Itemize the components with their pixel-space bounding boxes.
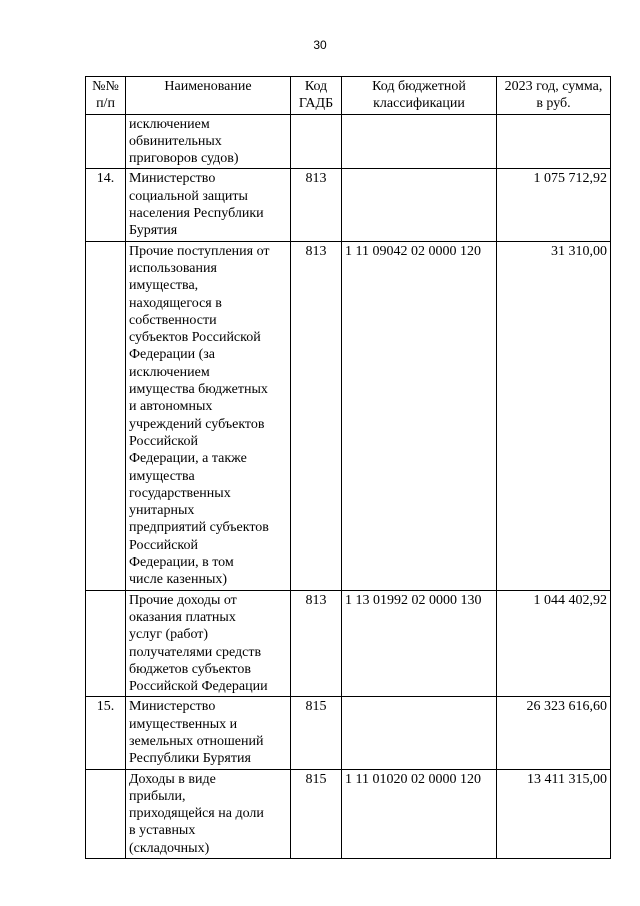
row-gadb-code: 815	[291, 769, 342, 858]
row-name-line: предприятий субъектов	[129, 520, 269, 536]
row-name-line: обвинительных	[129, 133, 222, 149]
budget-table	[85, 76, 611, 859]
row-number: 14.	[86, 169, 126, 241]
row-name-line: приходящейся на доли	[129, 806, 264, 822]
header-sum: 2023 год, сумма, в руб.	[497, 77, 611, 115]
table-row	[86, 169, 611, 241]
row-number: 15.	[86, 697, 126, 769]
row-name-line: получателями средств	[129, 644, 262, 660]
row-gadb-code: 813	[291, 169, 342, 241]
row-kbk-code: 1 11 09042 02 0000 120	[342, 241, 497, 590]
row-name-line: приговоров судов)	[129, 151, 239, 167]
row-name-line: в уставных	[129, 823, 196, 839]
row-name-line: земельных отношений	[129, 733, 264, 749]
row-name-line: исключением	[129, 116, 210, 132]
row-name-line: Федерации, а также	[129, 451, 247, 467]
row-kbk-code	[342, 697, 497, 769]
row-name-line: учреждений субъектов	[129, 416, 265, 432]
row-name-line: находящегося в	[129, 295, 222, 311]
row-name-line: собственности	[129, 312, 217, 328]
row-name-line: исключением	[129, 364, 210, 380]
table-row	[86, 114, 611, 169]
row-gadb-code	[291, 114, 342, 169]
row-gadb-code: 813	[291, 241, 342, 590]
row-name	[126, 169, 291, 241]
header-gadb: Код ГАДБ	[291, 77, 342, 115]
row-name	[126, 241, 291, 590]
row-name-line: Федерации (за	[129, 347, 216, 363]
header-name: Наименование	[126, 77, 291, 115]
row-kbk-code: 1 13 01992 02 0000 130	[342, 590, 497, 697]
row-sum: 1 075 712,92	[497, 169, 611, 241]
row-name-line: социальной защиты	[129, 188, 248, 204]
row-name-line: имущественных и	[129, 716, 238, 732]
row-name-line: Доходы в виде	[129, 771, 216, 787]
row-name-line: Российской	[129, 537, 198, 553]
row-name-line: Прочие доходы от	[129, 592, 237, 608]
table-row	[86, 697, 611, 769]
row-name-line: унитарных	[129, 503, 195, 519]
row-name-line: имущества,	[129, 278, 199, 294]
table-row	[86, 590, 611, 697]
row-sum: 13 411 315,00	[497, 769, 611, 858]
row-name-line: Министерство	[129, 699, 216, 715]
row-name-line: Российской	[129, 433, 198, 449]
row-name-line: и автономных	[129, 399, 213, 415]
row-sum: 31 310,00	[497, 241, 611, 590]
row-gadb-code: 815	[291, 697, 342, 769]
row-name-line: Прочие поступления от	[129, 243, 270, 259]
table-row	[86, 241, 611, 590]
row-name-line: имущества бюджетных	[129, 382, 268, 398]
table-body	[86, 114, 611, 858]
row-name-line: государственных	[129, 485, 231, 501]
page-number: 30	[313, 38, 327, 52]
row-number	[86, 590, 126, 697]
row-name	[126, 769, 291, 858]
header-num: №№ п/п	[86, 77, 126, 115]
row-name-line: числе казенных)	[129, 572, 228, 588]
row-name	[126, 590, 291, 697]
row-name-line: Республики Бурятия	[129, 751, 251, 767]
row-name-line: имущества	[129, 468, 195, 484]
row-number	[86, 769, 126, 858]
header-kbk: Код бюджетной классификации	[342, 77, 497, 115]
row-name-line: прибыли,	[129, 788, 186, 804]
row-sum: 1 044 402,92	[497, 590, 611, 697]
row-sum: 26 323 616,60	[497, 697, 611, 769]
row-name-line: оказания платных	[129, 609, 236, 625]
row-name-line: Министерство	[129, 171, 216, 187]
row-name-line: услуг (работ)	[129, 627, 209, 643]
row-kbk-code	[342, 114, 497, 169]
row-name-line: бюджетов субъектов	[129, 661, 251, 677]
row-name-line: населения Республики	[129, 206, 264, 222]
row-number	[86, 114, 126, 169]
row-name	[126, 114, 291, 169]
row-kbk-code: 1 11 01020 02 0000 120	[342, 769, 497, 858]
row-gadb-code: 813	[291, 590, 342, 697]
row-name-line: Бурятия	[129, 223, 178, 239]
table-row	[86, 769, 611, 858]
row-number	[86, 241, 126, 590]
row-name-line: (складочных)	[129, 840, 210, 856]
row-name-line: использования	[129, 260, 217, 276]
table-header-row	[86, 77, 611, 115]
row-name-line: субъектов Российской	[129, 330, 261, 346]
row-name-line: Федерации, в том	[129, 555, 234, 571]
row-name	[126, 697, 291, 769]
row-kbk-code	[342, 169, 497, 241]
row-name-line: Российской Федерации	[129, 679, 268, 695]
row-sum	[497, 114, 611, 169]
